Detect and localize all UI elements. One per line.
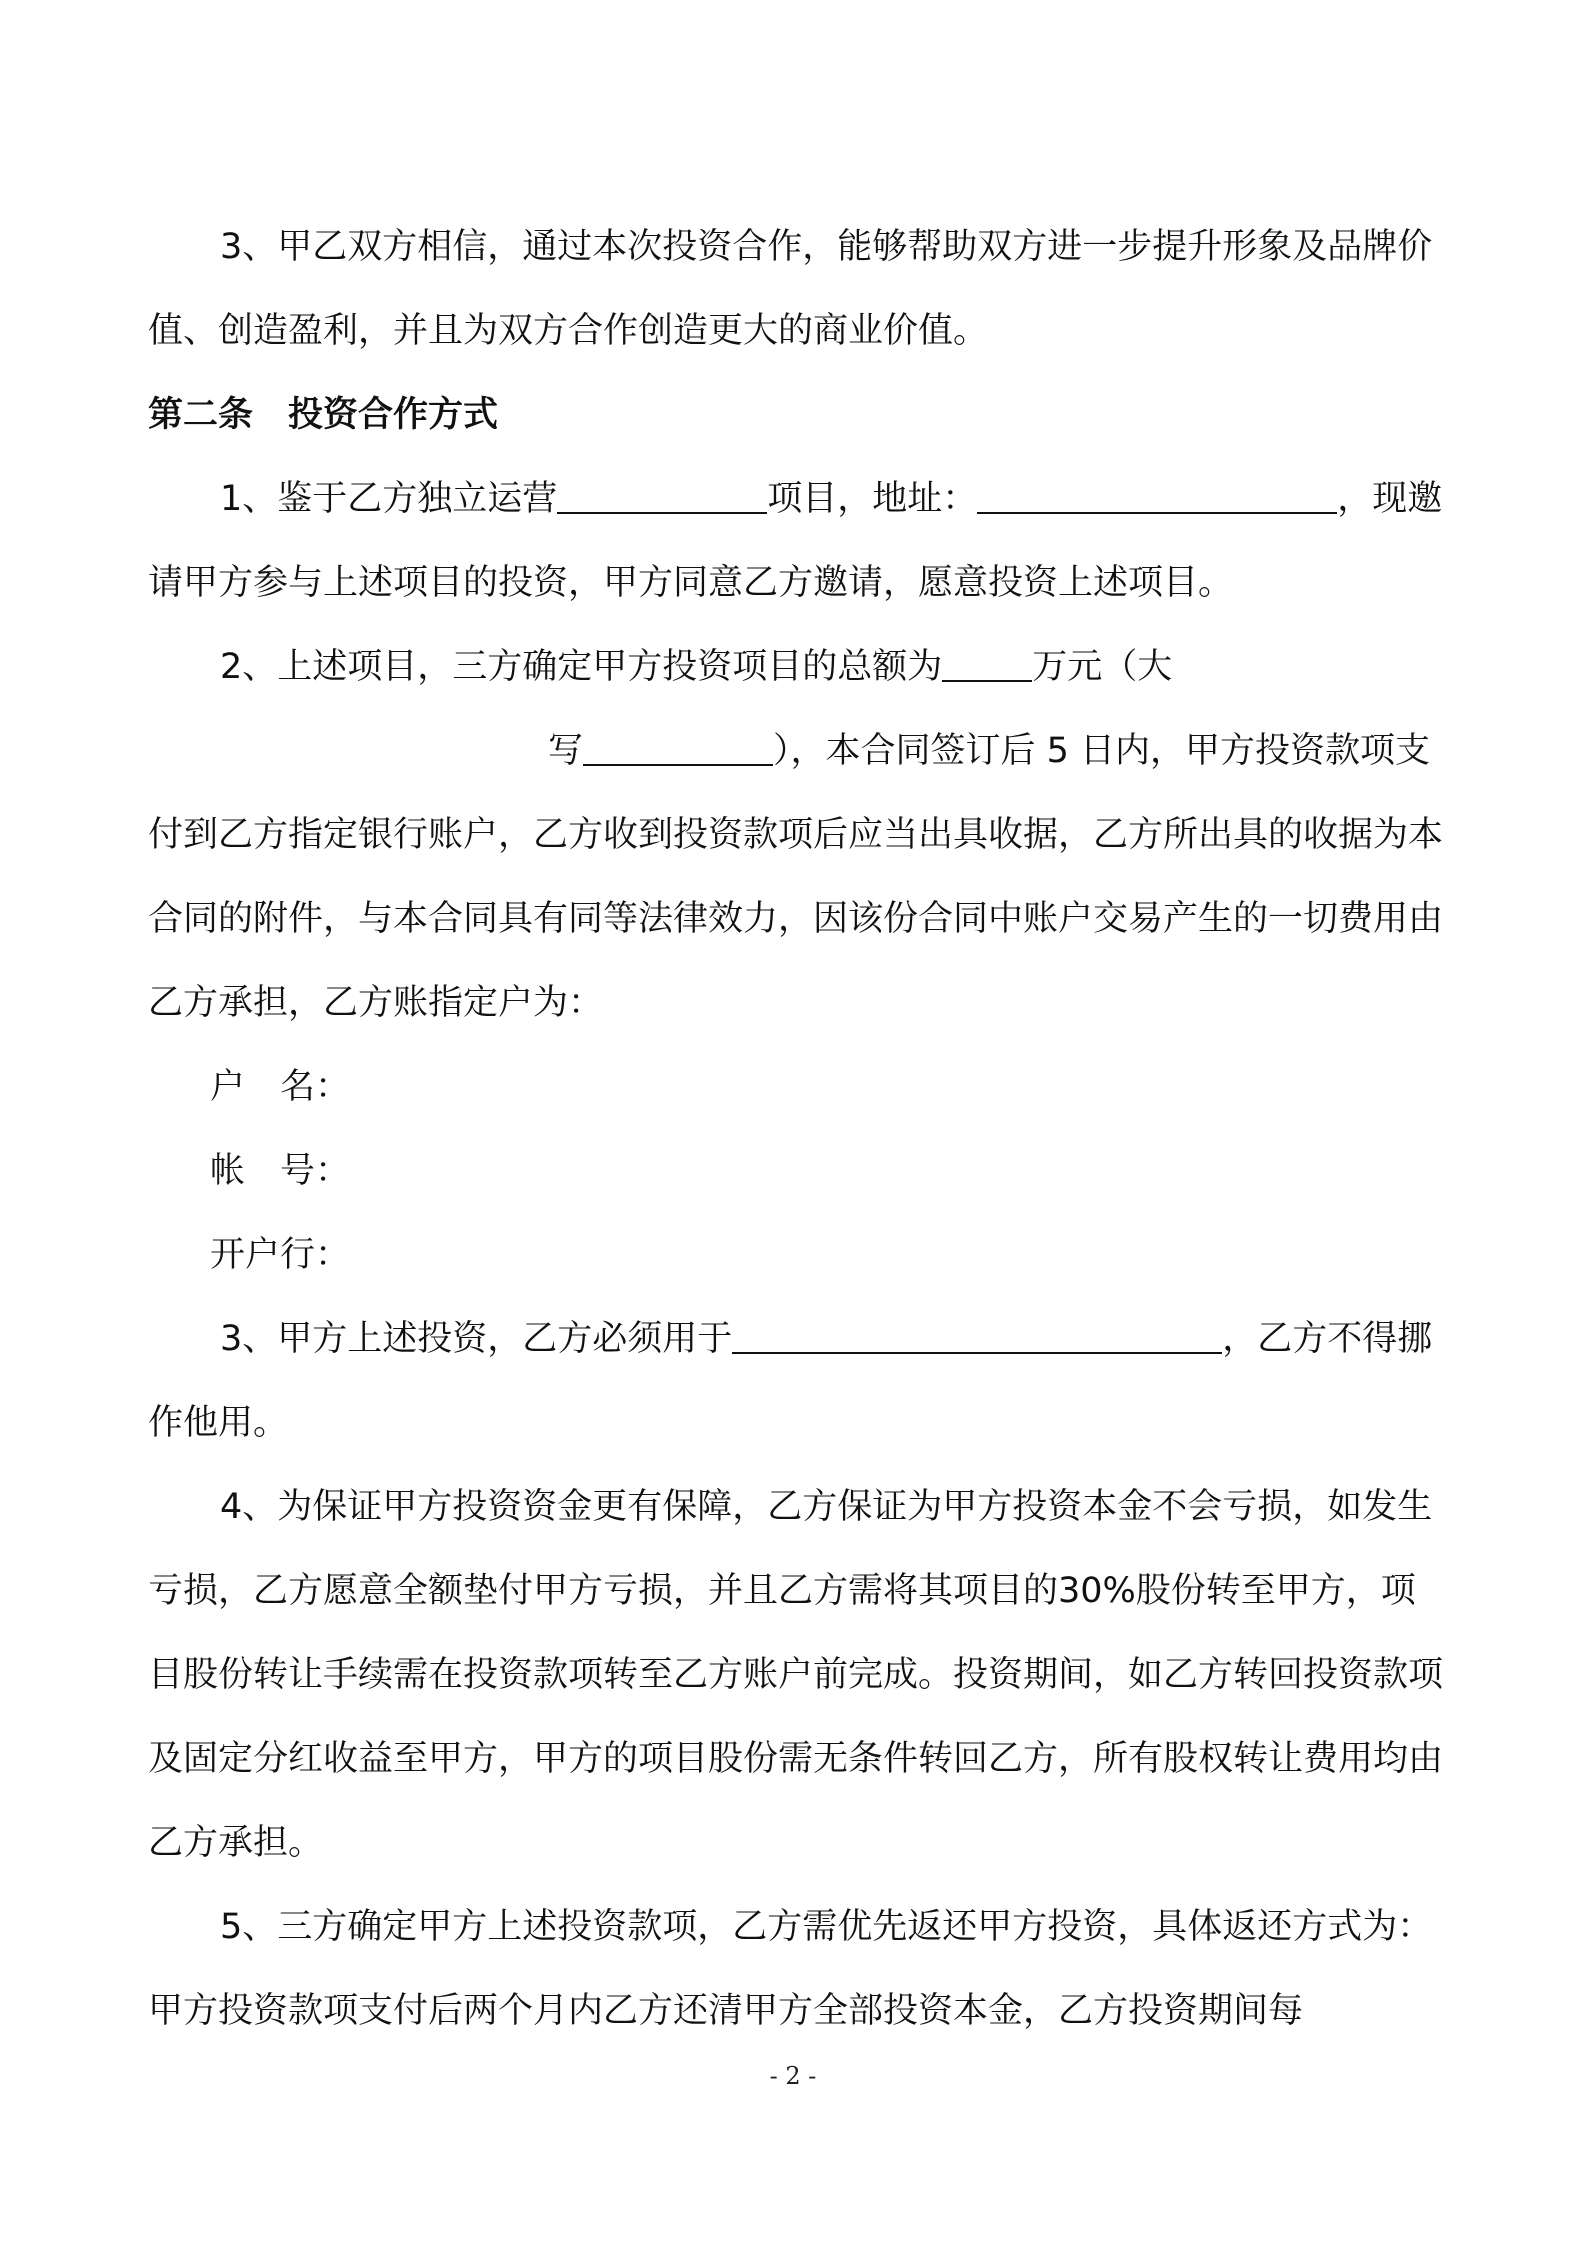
- item-2-text-a: 2、上述项目，三方确定甲方投资项目的总额为: [220, 647, 943, 687]
- item-3-text-b: ，乙方不得挪作他用。: [148, 1319, 1433, 1443]
- project-name-blank[interactable]: [557, 474, 767, 514]
- item-1-text-b: 项目，地址：: [767, 479, 978, 519]
- article-2-heading-text: 第二条 投资合作方式: [148, 395, 499, 435]
- item-2-text-c: 写: [548, 731, 584, 771]
- clause-2-item-3: [148, 1297, 1448, 1465]
- item-2-text-d: ），本合同签订后 5 日内，甲方投资款项支付到乙方指定银行账户，乙方收到投资款项后应当出具收据，乙方所出具的收据为本合同的附件，与本合同具有同等法律效力，因该份合同中账户交易产生的一切费用由乙方承担，乙方账指定户为：: [148, 731, 1444, 1023]
- item-1-text-a: 1、鉴于乙方独立运营: [220, 479, 558, 519]
- account-name-label: 户 名：: [210, 1067, 351, 1107]
- amount-blank[interactable]: [942, 642, 1032, 682]
- account-bank-line: [148, 1213, 1448, 1297]
- item-5-text: 5、三方确定甲方上述投资款项，乙方需优先返还甲方投资，具体返还方式为：甲方投资款项支付后两个月内乙方还清甲方全部投资本金，乙方投资期间每: [148, 1907, 1433, 2031]
- clause-1-item-3-text: 3、甲乙双方相信，通过本次投资合作，能够帮助双方进一步提升形象及品牌价值、创造盈利，并且为双方合作创造更大的商业价值。: [148, 227, 1433, 351]
- account-number-line: [148, 1129, 1448, 1213]
- contract-body: [148, 205, 1448, 2053]
- item-1-text-c: ，现邀请甲方参与上述项目的投资，甲方同意乙方邀请，愿意投资上述项目。: [148, 479, 1443, 603]
- page-number: - 2 -: [769, 2062, 817, 2090]
- account-name-line: [148, 1045, 1448, 1129]
- account-number-label: 帐 号：: [210, 1151, 351, 1191]
- item-2-text-b: 万元（大: [1032, 647, 1173, 687]
- item-4-text: 4、为保证甲方投资资金更有保障，乙方保证为甲方投资本金不会亏损，如发生亏损，乙方愿意全额垫付甲方亏损，并且乙方需将其项目的30%股份转至甲方，项目股份转让手续需在投资款项转至乙方账户前完成。投资期间，如乙方转回投资款项及固定分红收益至甲方，甲方的项目股份需无条件转回乙方，所有股权转让费用均由乙方承担。: [148, 1487, 1444, 1863]
- account-bank-label: 开户行：: [210, 1235, 351, 1275]
- clause-1-item-3: [148, 205, 1448, 373]
- clause-2-item-1: [148, 457, 1448, 625]
- amount-uppercase-blank[interactable]: [583, 726, 773, 766]
- clause-2-item-4: [148, 1465, 1448, 1885]
- address-blank[interactable]: [977, 474, 1337, 514]
- clause-2-item-2: [148, 625, 1448, 1045]
- article-2-heading: [148, 373, 1448, 457]
- item-3-text-a: 3、甲方上述投资，乙方必须用于: [220, 1319, 733, 1359]
- usage-blank[interactable]: [732, 1314, 1222, 1354]
- clause-2-item-5: [148, 1885, 1448, 2053]
